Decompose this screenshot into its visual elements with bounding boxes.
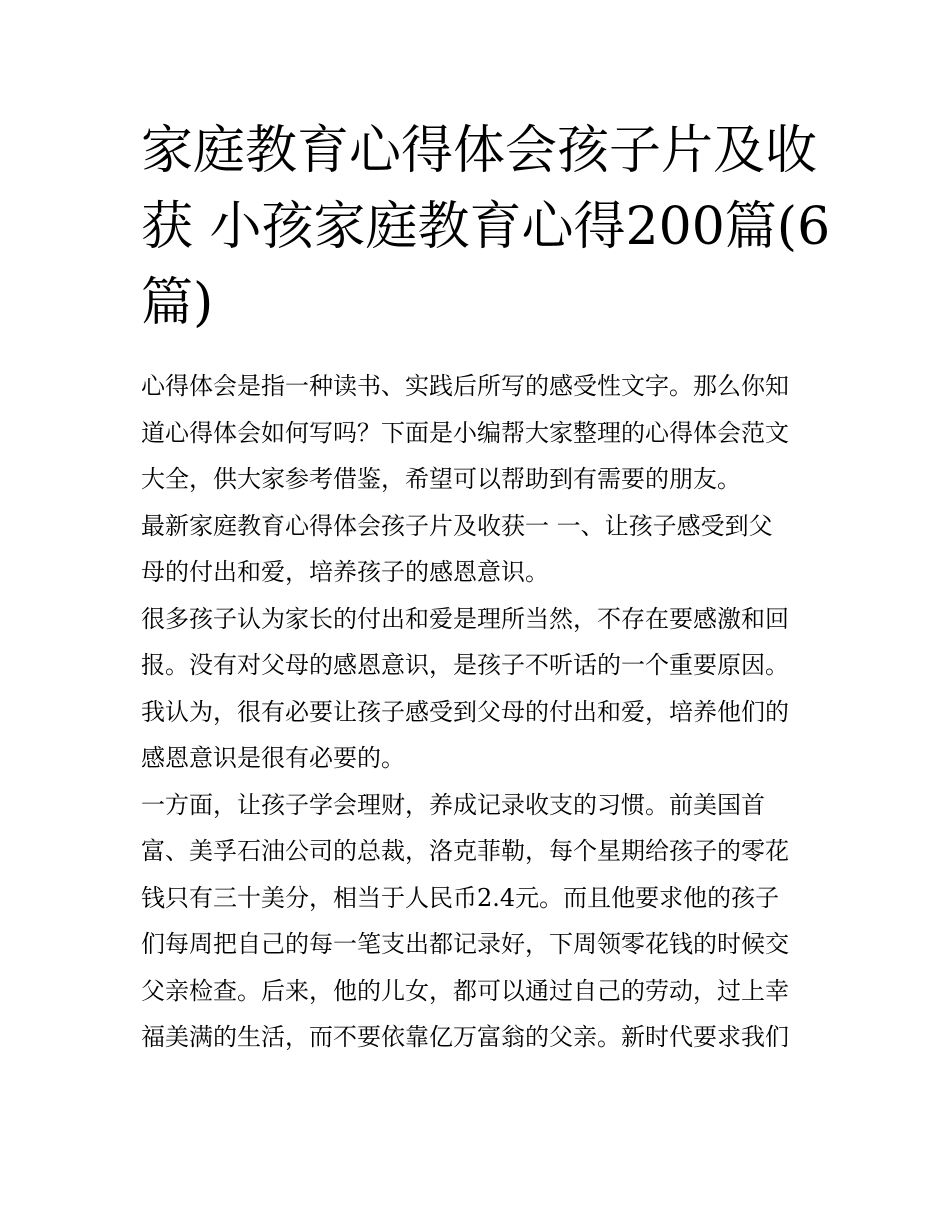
paragraph-line: 富、美孚石油公司的总裁，洛克菲勒，每个星期给孩子的零花	[141, 837, 789, 865]
paragraph-line: 道心得体会如何写吗？下面是小编帮大家整理的心得体会范文	[141, 418, 789, 447]
paragraph-finance	[141, 782, 813, 1061]
paragraph-line: 我认为，很有必要让孩子感受到父母的付出和爱，培养他们的	[141, 697, 789, 726]
title-line-2: 获 小孩家庭教育心得200篇(6	[141, 197, 831, 257]
paragraph-line: 最新家庭教育心得体会孩子片及收获一 一、让孩子感受到父	[141, 511, 773, 540]
paragraph-line: 们每周把自己的每一笔支出都记录好，下周领零花钱的时候交	[141, 930, 789, 958]
paragraph-line: 心得体会是指一种读书、实践后所写的感受性文字。那么你知	[141, 372, 789, 400]
document-page	[141, 113, 831, 1061]
paragraph-line: 一方面，让孩子学会理财，养成记录收支的习惯。前美国首	[141, 790, 765, 819]
paragraph-line: 感恩意识是很有必要的。	[141, 744, 405, 772]
paragraph-line: 母的付出和爱，培养孩子的感恩意识。	[141, 558, 549, 586]
document-title	[141, 113, 831, 341]
paragraph-line: 福美满的生活，而不要依靠亿万富翁的父亲。新时代要求我们	[141, 1023, 789, 1051]
paragraph-line: 大全，供大家参考借鉴，希望可以帮助到有需要的朋友。	[141, 465, 741, 493]
paragraph-intro	[141, 363, 813, 503]
paragraph-line: 父亲检查。后来，他的儿女，都可以通过自己的劳动，过上幸	[141, 976, 789, 1005]
title-line-1: 家庭教育心得体会孩子片及收	[141, 121, 818, 181]
paragraph-line: 很多孩子认为家长的付出和爱是理所当然，不存在要感激和回	[141, 604, 789, 633]
document-body	[141, 363, 813, 1061]
paragraph-line: 报。没有对父母的感恩意识，是孩子不听话的一个重要原因。	[141, 651, 789, 679]
title-line-3: 篇)	[141, 273, 214, 333]
paragraph-line: 钱只有三十美分，相当于人民币2.4元。而且他要求他的孩子	[141, 883, 780, 912]
paragraph-gratitude	[141, 596, 813, 782]
paragraph-section-heading	[141, 503, 813, 596]
